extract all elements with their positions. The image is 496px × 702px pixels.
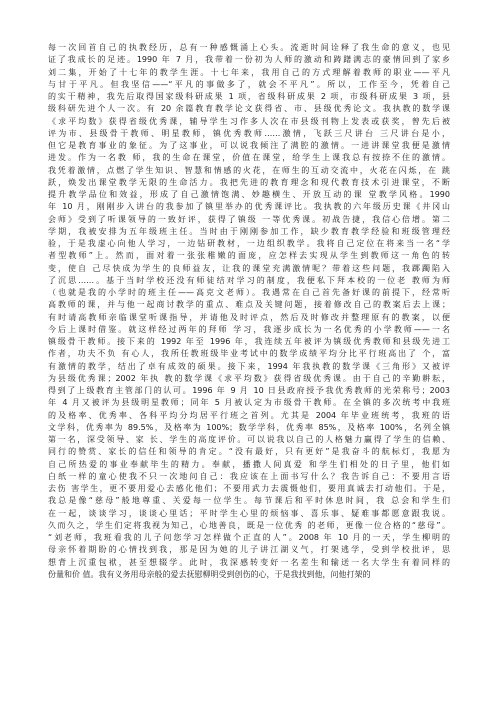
text-line: 母亲怀着期盼的心情找到我，那是因为她的儿子讲江湖义气，打架逃学，受到学校批评，思 (48, 545, 450, 555)
text-line: 想背上沉重包袱，甚至想辍学。此时，我深感转变好一名差生和输送一名大学生有着同样的 (48, 557, 450, 567)
text-line: 有时请高教师亲临课堂听课指导，并请他及时评点，然后及时修改并整理原有的教案，以便 (48, 312, 450, 322)
text-line: 的及格率、优秀率、各科平均分均居平行班之首列。尤其是 2004 年毕业班统考，我班的语 (48, 410, 450, 420)
text-line: 每一次回首自己的执教经历，总有一种感慨涌上心头。流逝时间诠释了我生命的意义，也见 (48, 43, 450, 52)
text-line: 久而久之，学生们定将我视为知己，心地善良，既是一位优秀 的老师，更像一位合格的“慈母”。 (48, 520, 450, 530)
text-line: 去伤 害学生，更不要用爱心去感化他们；不要用武力去震慑他们，要用真诚去打动他们。于是， (48, 484, 450, 493)
text-line: 与甘于平凡。但我坚信——“平凡的事做多了，就会不平凡”。所以，工作至今，凭着自己 (48, 79, 450, 89)
text-line: 份量和价 值。我有义务用母亲般的爱去抚慰柳明受到创伤的心，于是我找到他，问他打架的 (48, 569, 371, 579)
text-line: 为县级优秀课；2002 年执 教的数学课《求平均数》获得省级优秀课。由于自己的辛勤耕耘， (48, 373, 450, 383)
text-line: 白纸一样的童心使我不只一次地问自己：我应该在上面书写什么？我告诉自己：不要用言语 (48, 471, 450, 481)
text-line: （也就是我的小学时的班主任——高克文老师）。我遇常在自己首先备好课的前提下，经常听 (48, 288, 450, 297)
text-line: 今后上课时借鉴。就这样经过两年的拜师 学习，我逐步成长为一名优秀的小学教师——一名 (48, 324, 450, 334)
text-line: 镇级骨干教师。接下来的 1992 年至 1996 年，我连续五年被评为镇级优秀教师和县级先进工 (48, 337, 450, 346)
text-line: “刘老师，我班看我的儿子问您学习怎样做个正直的人”。2008 年 10 月的一天，学生柳明的 (48, 533, 450, 542)
text-line: 第一名，深受领导、家 长、学生的高度评价。可以说我以自己的人格魅力赢得了学生的信赖、 (48, 435, 450, 444)
text-line: 得到了上级教育主管部门的认可。1996 年 9 月 10 日县政府授予我优秀教师的光荣称号；2003 (48, 386, 450, 395)
text-line: 自己所热爱的事业奉献毕生的精力。奉献，播撒人间真爱 和学生们相处的日子里，他们如 (48, 459, 450, 469)
text-line: 跃，焕发出课堂教学无限的生命活力。我把先进的教育理念和现代教育技术引进课堂，不断 (48, 177, 450, 187)
text-line: 刘二集，开始了十七年的教学生涯。十七年来，我用自己的方式理解着教师的职业——平凡 (48, 67, 450, 77)
text-line: 者型教师”上。然而，面对着一张张稚嫩的面庞，应怎样去实现从学生到教师这一角色的转 (48, 251, 450, 261)
text-line: 作者，功夫不负 有心人，我所任教班级毕业考试中的数学成绩平均分比平行班高出了 个，富 (48, 349, 450, 359)
text-line: 会师》受到了听课领导的一致好评，获得了镇级 一等优秀课。初战告捷，我信心倍增。第二 (48, 214, 450, 224)
text-line: 同行的赞赏、家长的信任和领导的肯定。“没有最好，只有更好”是我奋斗的航标灯，我愿为 (48, 447, 450, 457)
body-text (48, 42, 450, 581)
text-line: 变，使自 己尽快成为学生的良师益友，让我的课堂充满激情呢？带着这些问题，我踯躅陷入 (48, 263, 450, 273)
text-line: 《求平均数》获得省级优秀课，辅导学生习作多人次在市县级刊物上发表或获奖，曾先后被 (48, 116, 450, 126)
text-line: 的实干精神，我先后取得国家级科研成果 1 项，省级科研成果 2 项，市级科研成果 3 项，县 (48, 92, 450, 101)
text-line: 在一起，谈谈学习，谈谈心里话；平时学生心里的烦恼事、喜乐事、疑难事都愿意跟我说。 (48, 508, 450, 518)
text-line: 我总是像“慈母”般地尊重、关爱每一位学生。每节课后和平时休息时间，我 总会和学生们 (48, 496, 450, 506)
text-line: 进发。作为一名教 师，我的生命在课堂，价值在课堂，给学生上课我总有按捺不住的激情。 (48, 153, 450, 163)
text-line: 评为市、县级骨干教师、明星教师，镇优秀教师……激情，飞跃三尺讲台 三尺讲台是小， (48, 128, 450, 138)
text-line: 级科研先进个人一次。有 20 余篇教育教学论文获得省、市、县级优秀论文。我执教的数学课 (48, 104, 450, 114)
text-line: 学期，我被安排为五年级班主任。当时由于刚刚参加工作，缺少教育教学经验和班级管理经 (48, 226, 450, 236)
text-line: 有激情的教学，结出了卓有成效的硕果。接下来，1994 年我执教的数学课《三角形》又被评 (48, 361, 450, 371)
text-line: 年 4 月又被评为县级明星教师；同年 5 月被认定为市级骨干教师。在全镇的多次统考中我班 (48, 398, 450, 408)
text-line: 但它是教育事业的象征。为了这事业，可以说我倾注了满腔的激情。一进讲课堂我便是激情 (48, 141, 450, 150)
text-line: 提升教学品位和效益，形成了自己激情饱满、妙趣横生、开放互动的课 堂教学风格。1990 (48, 190, 450, 199)
text-line: 我凭着激情，点燃了学生知识、智慧和情感的火花，在师生的互动交流中，火花在闪烁，在 跳 (48, 165, 450, 175)
text-line: 年 10 月，刚刚步入讲台的我参加了镇里举办的优秀课评比。我执教的六年级历史课《井冈山 (48, 202, 450, 212)
text-line: 验，于是我虚心向他人学习，一边钻研教材，一边组织教学。我将自己定位在将来当一名“学 (48, 239, 450, 248)
text-line: 证了我成长的足迹。1990 年 7 月，我带着一份初为人师的激动和踌躇满志的豪情回到了家乡 (48, 55, 450, 65)
text-line: 文学科，优秀率为 89.5%，及格率为 100%；数学学科，优秀率 85%，及格率 100%，名列全镇 (48, 422, 450, 432)
text-line: 高教师的课，并与他一起商讨教学的重点、难点及关键问题，接着修改自己的教案后去上课； (48, 300, 450, 310)
text-line: 了沉思……。基于当时学校还没有师徒结对学习的制度，我便私下拜本校的一位老 教师为师 (48, 275, 450, 285)
